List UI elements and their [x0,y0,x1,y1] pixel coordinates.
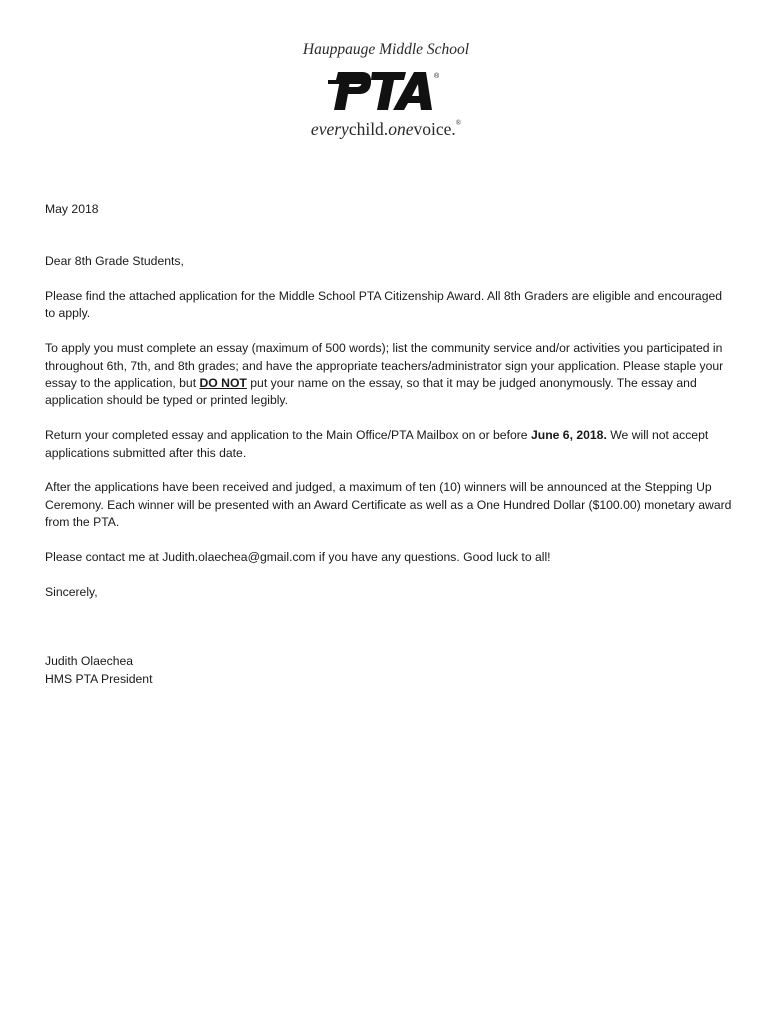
how-to-apply-text-a: To apply you must complete an essay (maximum of 500 words); list the community service and/or activities you participated in throughout 6th, 7th, and 8th grades; and have the appropriate teachers/administrator sign your application. Please staple your essay to the application, but [45,341,724,391]
tagline-trademark: ® [455,119,462,127]
how-to-apply-text-b: put your name on the essay, so that it may be judged anonymously. The essay and application should be typed or printed legibly. [45,376,697,408]
deadline-text-b: We will not accept applications submitted after this date. [45,428,709,460]
tagline [302,118,470,140]
deadline-text-a: Return your completed essay and application to the Main Office/PTA Mailbox on or before [45,428,531,443]
letter-body [45,201,735,688]
paragraph-deadline [45,427,735,462]
tagline-every: every [310,119,349,139]
pta-trademark: ® [434,73,440,80]
paragraph-contact: Please contact me at Judith.olaechea@gmail.com if you have any questions. Good luck to all! [45,550,551,565]
salutation: Dear 8th Grade Students, [45,254,184,269]
signer-name: Judith Olaechea [45,654,134,669]
pta-logo [302,64,470,116]
pta-logo-icon [326,64,446,116]
school-name: Hauppauge Middle School [302,41,470,58]
paragraph-eligibility: Please find the attached application for the Middle School PTA Citizenship Award. All 8th Graders are eligible and encouraged to apply. [45,289,723,321]
letterhead [302,40,470,150]
closing: Sincerely, [45,584,98,599]
tagline-child: child. [348,119,389,139]
paragraph-how-to-apply [45,340,735,410]
signer-title: HMS PTA President [45,671,153,686]
tagline-one: one [388,119,414,139]
do-not-emphasis: DO NOT [199,376,247,391]
deadline-date: June 6, 2018. [530,428,607,443]
tagline-voice: voice. [413,119,456,139]
paragraph-awards: After the applications have been received and judged, a maximum of ten (10) winners will be announced at the Stepping Up Ceremony. Each winner will be presented with an Award Certificate as well as a One Hundred Dollar ($100.00) monetary award from the PTA. [45,480,732,530]
letter-date: May 2018 [45,202,99,216]
